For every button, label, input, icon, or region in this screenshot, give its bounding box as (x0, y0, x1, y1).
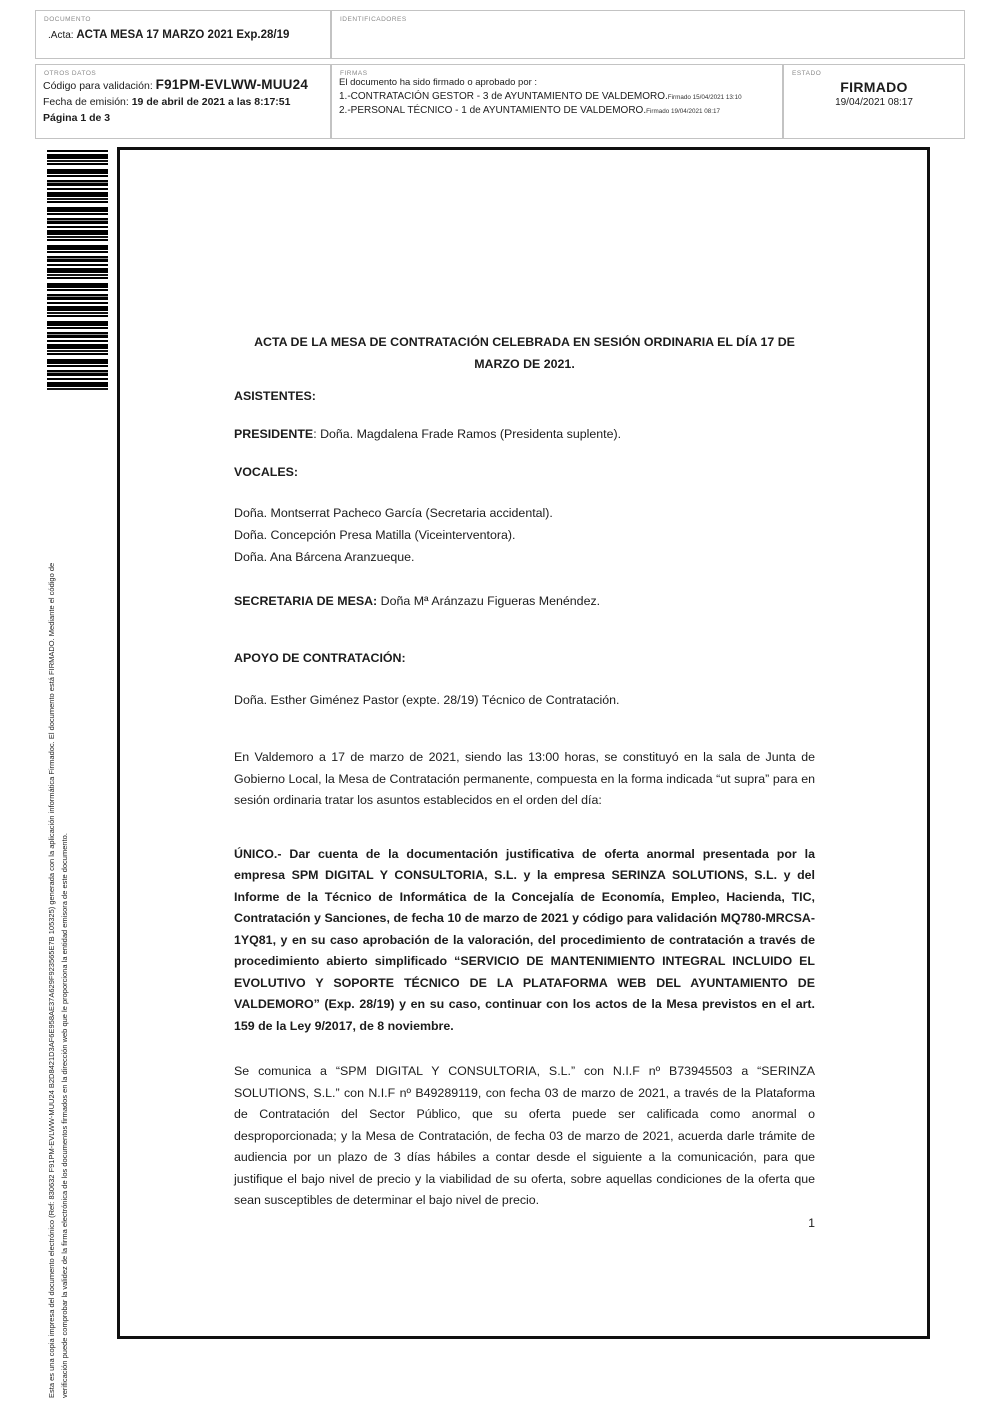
codigo-validacion-value: F91PM-EVLWW-MUU24 (155, 77, 309, 92)
codigo-validacion-row (43, 77, 308, 94)
page-number: 1 (808, 1215, 815, 1230)
firma-row (339, 104, 742, 119)
list-item: Doña. Montserrat Pacheco García (Secretaria accidental). (234, 506, 553, 520)
otros-datos-label: OTROS DATOS (44, 70, 97, 77)
comunica-paragraph: Se comunica a “SPM DIGITAL Y CONSULTORIA, S.L.” con N.I.F nº B73945503 a “SERINZA SOLUTIONS, S.L.” con N.I.F nº B49289119, con fecha 03 de marzo de 2021, a través de la Plataforma de Contratación del Sector Público, que su oferta puede ser calificada como anormal o desproporcionada; y la Mesa de Contratación, de fecha 03 de marzo de 2021, acuerda darle trámite de audiencia por un plazo de 3 días hábiles a contar desde el siguiente a la comunicación, para que justifique el bajo nivel de precio y la viabilidad de su oferta, sobre aquellas condiciones de la oferta que sean susceptibles de determinar el bajo nivel de precio. (234, 1064, 815, 1207)
unico-paragraph: ÚNICO.- Dar cuenta de la documentación justificativa de oferta anormal presentada por la empresa SPM DIGITAL Y CONSULTORIA, S.L. y la empresa SERINZA SOLUTIONS, S.L. y del Informe de la Técnico de Informática de la Concejalía de Economía, Empleo, Hacienda, TIC, Contratación y Sanciones, de fecha 10 de marzo de 2021 y código para validación MQ780-MRCSA-1YQ81, y en su caso aprobación de la valoración, del procedimiento de contratación a través de procedimiento abierto simplificado “SERVICIO DE MANTENIMIENTO INTEGRAL INCLUIDO EL EVOLUTIVO Y SOPORTE TÉCNICO DE LA PLATAFORMA WEB DEL AYUNTAMIENTO DE VALDEMORO” (Exp. 28/19) y en su caso, continuar con los actos de la Mesa previstos en el art. 159 de la Ley 9/2017, de 8 noviembre. (234, 846, 815, 1033)
firma-1-fecha: Firmado 15/04/2021 13:10 (667, 93, 742, 101)
estado-content (784, 79, 964, 108)
identificadores-box (331, 10, 965, 59)
fecha-emision-value: 19 de abril de 2021 a las 8:17:51 (131, 96, 291, 108)
vocales-heading: VOCALES: (234, 465, 299, 479)
documento-label: DOCUMENTO (44, 16, 91, 23)
estado-fecha: 19/04/2021 08:17 (835, 97, 913, 108)
page-title: ACTA DE LA MESA DE CONTRATACIÓN CELEBRADA EN SESIÓN ORDINARIA EL DÍA 17 DE MARZO DE 2021. (254, 335, 795, 371)
documento-box (35, 10, 331, 59)
presidente-line (234, 427, 815, 442)
estado-status-badge: FIRMADO (840, 79, 908, 95)
pagina-row (43, 110, 308, 126)
presidente-value: : Doña. Magdalena Frade Ramos (Presidenta suplente). (313, 427, 622, 441)
codigo-validacion-label: Código para validación: (43, 80, 156, 92)
firma-2-text: 2.-PERSONAL TÉCNICO - 1 de AYUNTAMIENTO DE VALDEMORO. (339, 105, 647, 116)
asistentes-heading: ASISTENTES: (234, 389, 316, 403)
secretaria-value: Doña Mª Aránzazu Figueras Menéndez. (377, 594, 601, 608)
vocales-list (234, 502, 815, 568)
secretaria-line (234, 594, 815, 609)
margin-verification-line1: Esta es una copia impresa del documento electrónico (Ref: 830632 F91PM-EVLWW-MUU24 B2D8421D3AF6E958AE37A629F923565E7B 105325) generada con la aplicación informática Firmadoc. El documento está FIRMADO. Mediante el código de (47, 562, 56, 1398)
documento-title: ACTA MESA 17 MARZO 2021 Exp.28/19 (76, 29, 290, 41)
pagina-value: Página 1 de 3 (43, 112, 111, 124)
margin-verification-line2: verificación puede comprobar la validez de la firma electrónica de los documentos firmados en la dirección web que le proporciona la entidad emisora de este documento. (60, 833, 69, 1398)
firmas-content (339, 76, 742, 119)
presidente-label: PRESIDENTE (234, 427, 314, 441)
firma-1-text: 1.-CONTRATACIÓN GESTOR - 3 de AYUNTAMIENTO DE VALDEMORO. (339, 90, 668, 102)
intro-paragraph: En Valdemoro a 17 de marzo de 2021, siendo las 13:00 horas, se constituyó en la sala de Junta de Gobierno Local, la Mesa de Contratación permanente, compuesta en la forma indicada “ut supra” para en sesión ordinaria tratar los asuntos establecidos en el orden del día: (234, 750, 815, 807)
documento-value (48, 29, 289, 41)
firmas-intro: El documento ha sido firmado o aprobado por : (339, 77, 538, 88)
secretaria-label: SECRETARIA DE MESA: (234, 594, 378, 608)
list-item: Doña. Concepción Presa Matilla (Viceinterventora). (234, 528, 516, 542)
margin-verification-text (45, 433, 72, 1398)
document-content (234, 331, 815, 1230)
firmas-box (331, 64, 783, 139)
estado-box (783, 64, 965, 139)
fecha-emision-row (43, 94, 308, 110)
fecha-emision-label: Fecha de emisión: (43, 96, 132, 108)
otros-datos-box (35, 64, 331, 139)
firmas-label: FIRMAS (340, 70, 368, 77)
apoyo-heading: APOYO DE CONTRATACIÓN: (234, 651, 406, 665)
firma-2-fecha: Firmado 19/04/2021 08:17 (646, 108, 720, 115)
estado-label: ESTADO (792, 70, 822, 77)
list-item: Doña. Ana Bárcena Aranzueque. (234, 550, 415, 564)
barcode (47, 150, 108, 391)
otros-datos-content (43, 77, 308, 126)
documento-prefix: .Acta: (48, 30, 77, 41)
document-page (117, 147, 930, 1339)
firma-row (339, 90, 742, 105)
identificadores-label: IDENTIFICADORES (340, 16, 407, 23)
apoyo-line: Doña. Esther Giménez Pastor (expte. 28/19) Técnico de Contratación. (234, 693, 620, 707)
